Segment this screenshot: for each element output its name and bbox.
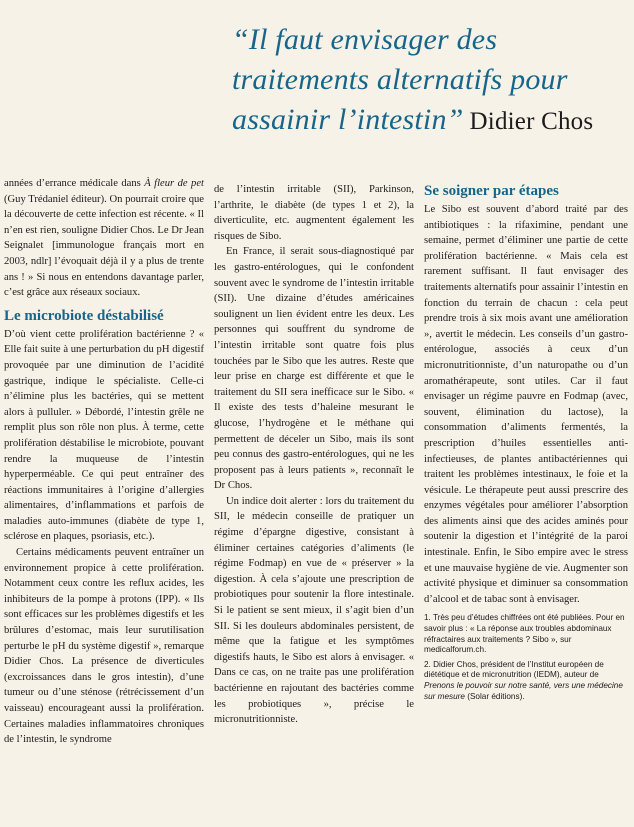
pull-quote-text: “Il faut envisager des traitements alternatifs pour assainir l’intestin”	[232, 23, 568, 136]
book-title: Prenons le pouvoir sur notre santé, vers une médecine sur mesure	[424, 681, 623, 701]
section-heading: Se soigner par étapes	[424, 183, 559, 199]
paragraph: Un indice doit alerter : lors du traitement du SII, le médecin conseille de pratiquer un régime d’épargne digestive, consistant à éliminer certaines catégories d’aliments (le régime Fodmap) en vue de « préserver » la digestion. À cela s’ajoute une prescription de probiotiques pour soutenir la flore intestinale. Si le patient se sent mieux, il s’agit bien d’un SII. Si les douleurs abdominales persistent, de même que la fatigue et les symptômes digestifs hauts, le Sibo est alors à envisager. « Dans ce cas, on ne traite pas une prolifération bactérienne en rajoutant des bactéries comme les probiotiques », précise le micronutritionniste.	[214, 495, 414, 726]
paragraph: Le Sibo est souvent d’abord traité par des antibiotiques : la rifaximine, pendant une semaine, permet d’éliminer une partie de cette prolifération bactérienne. « Mais cela est rarement suffisant. Il faut envisager des traitements alternatifs pour assainir l’intestin en fonction du terrain de chacun : cela peut prendre trois à six mois avant une amélioration », avertit le médecin. Les conseils d’un gastro-entérologue, associés à ceux d’un micronutritionniste, d’un naturopathe ou d’un aromathérapeute, sont utiles. Car il faut envisager un régime pauvre en Fodmap (avec, souvent, élimination du lactose), la consommation d’aliments fermentés, la prescription d’huiles essentielles anti-infectieuses, de plantes antibactériennes qui traitent les problèmes intestinaux, le foie et la vésicule. Le thérapeute peut aussi prescrire des enzymes végétales pour améliorer l’absorption des aliments ainsi que des acides aminés pour soutenir la digestion et l’intégrité de la paroi intestinale. Enfin, le Sibo empire avec le stress et une mauvaise hygiène de vie. Augmenter son activité physique et diminuer sa consommation d’alcool et de tabac sont à envisager.	[424, 204, 628, 605]
paragraph: En France, il serait sous-diagnostiqué par les gastro-entérologues, qui le confondent souvent avec le syndrome de l’intestin irritable (SII). Une dizaine d’études américaines soulignent un lien évident entre les deux. Les personnes qui souffrent du syndrome de l’intestin irritable sont quatre fois plus touchées par le Sibo que les autres. Reste que leur prise en charge est différente et que le traitement du SII sera inefficace sur le Sibo. « Il existe des tests d’haleine mesurant le glucose, l’hydrogène et le méthane qui permettent de déceler un Sibo, mais ils sont peu connus des gastro-entérologues, qui ne les proposent pas à leurs patients », reconnaît le Dr Chos.	[214, 246, 414, 492]
paragraph: de l’intestin irritable (SII), Parkinson, l’arthrite, le diabète (de types 1 et 2), la diverticulite, etc. augmentent également les risques de Sibo.	[214, 184, 414, 242]
article-column-2	[214, 182, 414, 728]
footnote-1: 1. Très peu d’études chiffrées ont été publiées. Pour en savoir plus : « La réponse aux troubles abdominaux réfractaires aux traitements ? Sibo », sur medicalforum.ch.	[424, 613, 625, 655]
article-column-1	[4, 176, 204, 748]
footnotes	[424, 613, 628, 702]
article-column-3	[424, 182, 628, 706]
section-heading: Le microbiote déstabilisé	[4, 307, 164, 324]
footnote-2: 2. Didier Chos, président de l’Institut européen de diététique et de micronutrition (IEDM), auteur de Prenons le pouvoir sur notre santé, vers une médecine sur mesure (Solar éditions).	[424, 659, 623, 701]
book-title: À fleur de pet	[144, 178, 204, 189]
paragraph: D’où vient cette prolifération bactérienne ? « Elle fait suite à une perturbation du pH digestif provoquée par une diminution de l’acidité gastrique, indique le spécialiste. Celle-ci n’élimine plus les bactéries, qui se mettent alors à pulluler. » Débordé, l’intestin grêle ne remplit plus son rôle non plus. À terme, cette prolifération déstabilise le microbiote, pouvant rendre la muqueuse de l’intestin hyperperméable. Ce qui peut entraîner des réactions immunitaires à l’origine d’allergies alimentaires, d’inflammations et parfois de maladies auto-immunes (diabète de type 1, sclérose en plaques, psoriasis, etc.).	[4, 328, 204, 543]
paragraph: années d’errance médicale dans À fleur de pet (Guy Trédaniel éditeur). On pourrait croire que la découverte de cette infection est récente. « Il n’en est rien, souligne Didier Chos. Le Dr Jean Seignalet [immunologue français mort en 2003, ndlr] l’évoquait déjà il y a plus de trente ans ! » Si nous en entendons davantage parler, c’est grâce aux réseaux sociaux.	[4, 178, 204, 299]
paragraph: Certains médicaments peuvent entraîner un environnement propice à cette prolifération. Notamment ceux contre les reflux acides, les inhibiteurs de la pompe à protons (IPP). « Ils sont efficaces sur les problèmes digestifs et les brûlures d’estomac, mais leur surutilisation perturbe le pH du système digestif », remarque Didier Chos. La présence de diverticules (excroissances dans le gros intestin), d’une tumeur ou d’une sténose (rétrécissement d’un vaisseau) encourageant aussi la prolifération. Certaines maladies inflammatoires chroniques de l’intestin, le syndrome	[4, 547, 204, 746]
pull-quote	[232, 20, 628, 142]
pull-quote-author: Didier Chos	[469, 108, 594, 135]
